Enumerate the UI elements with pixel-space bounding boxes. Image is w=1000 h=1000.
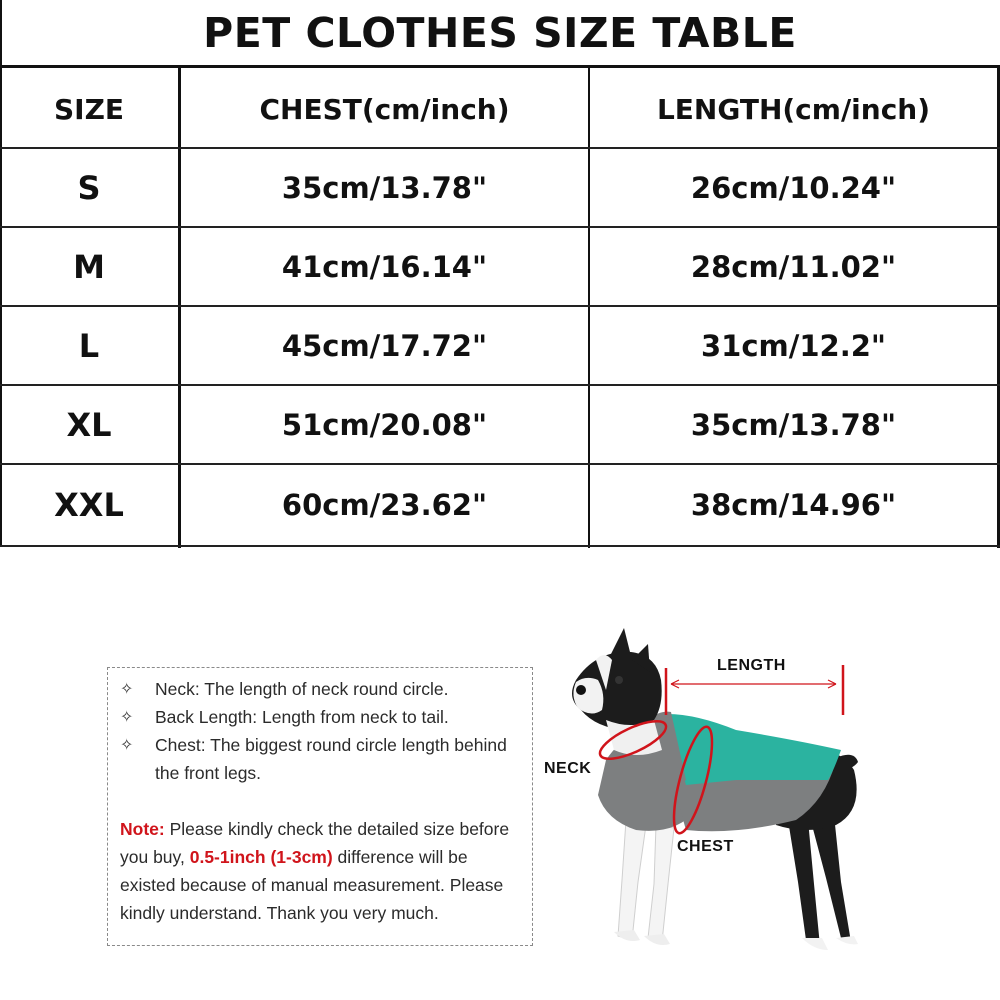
note-label: Note: xyxy=(120,819,165,839)
length-cell: 31cm/12.2" xyxy=(700,328,887,363)
length-cell: 28cm/11.02" xyxy=(690,249,897,284)
dog-measurement-diagram xyxy=(536,620,906,980)
note-highlight: 0.5-1inch (1-3cm) xyxy=(189,847,333,867)
size-cell: XXL xyxy=(54,486,124,524)
note-text-before: Please kindly check the detailed size before you buy, xyxy=(120,819,510,867)
neck-label: NECK xyxy=(544,760,592,777)
sparkle-icon: ✧ xyxy=(120,735,134,754)
length-cell: 38cm/14.96" xyxy=(690,488,897,522)
size-cell: L xyxy=(78,326,100,365)
table-title-row xyxy=(0,0,1000,68)
chest-cell: 60cm/23.62" xyxy=(281,488,488,522)
chest-cell: 41cm/16.14" xyxy=(281,249,488,284)
bullet-text: Back Length: Length from neck to tail. xyxy=(155,707,449,727)
bullet-neck xyxy=(120,675,523,703)
size-cell: S xyxy=(77,168,101,207)
length-label: LENGTH xyxy=(717,657,786,674)
chest-cell: 51cm/20.08" xyxy=(281,407,488,442)
sparkle-icon: ✧ xyxy=(120,679,134,698)
measurement-info-box xyxy=(107,667,533,946)
chest-cell: 45cm/17.72" xyxy=(281,328,488,363)
size-cell: M xyxy=(73,247,105,286)
sparkle-icon: ✧ xyxy=(120,707,134,726)
table-title: PET CLOTHES SIZE TABLE xyxy=(203,8,797,57)
chest-cell: 35cm/13.78" xyxy=(281,170,488,205)
bullet-chest xyxy=(120,731,523,787)
bullet-text: Neck: The length of neck round circle. xyxy=(155,679,449,699)
note-paragraph xyxy=(120,815,525,927)
length-cell: 35cm/13.78" xyxy=(690,407,897,442)
size-cell: XL xyxy=(66,405,112,444)
bullet-text: Chest: The biggest round circle length behind the front legs. xyxy=(155,735,507,783)
row-divider xyxy=(0,545,1000,547)
chest-label: CHEST xyxy=(677,838,734,855)
header-chest: CHEST(cm/inch) xyxy=(259,92,510,126)
length-cell: 26cm/10.24" xyxy=(690,170,897,205)
header-length: LENGTH(cm/inch) xyxy=(656,92,931,126)
note-text-after: difference will be existed because of manual measurement. Please kindly understand. Thank you very much. xyxy=(120,847,504,923)
bullet-back-length xyxy=(120,703,523,731)
header-size: SIZE xyxy=(53,92,124,126)
